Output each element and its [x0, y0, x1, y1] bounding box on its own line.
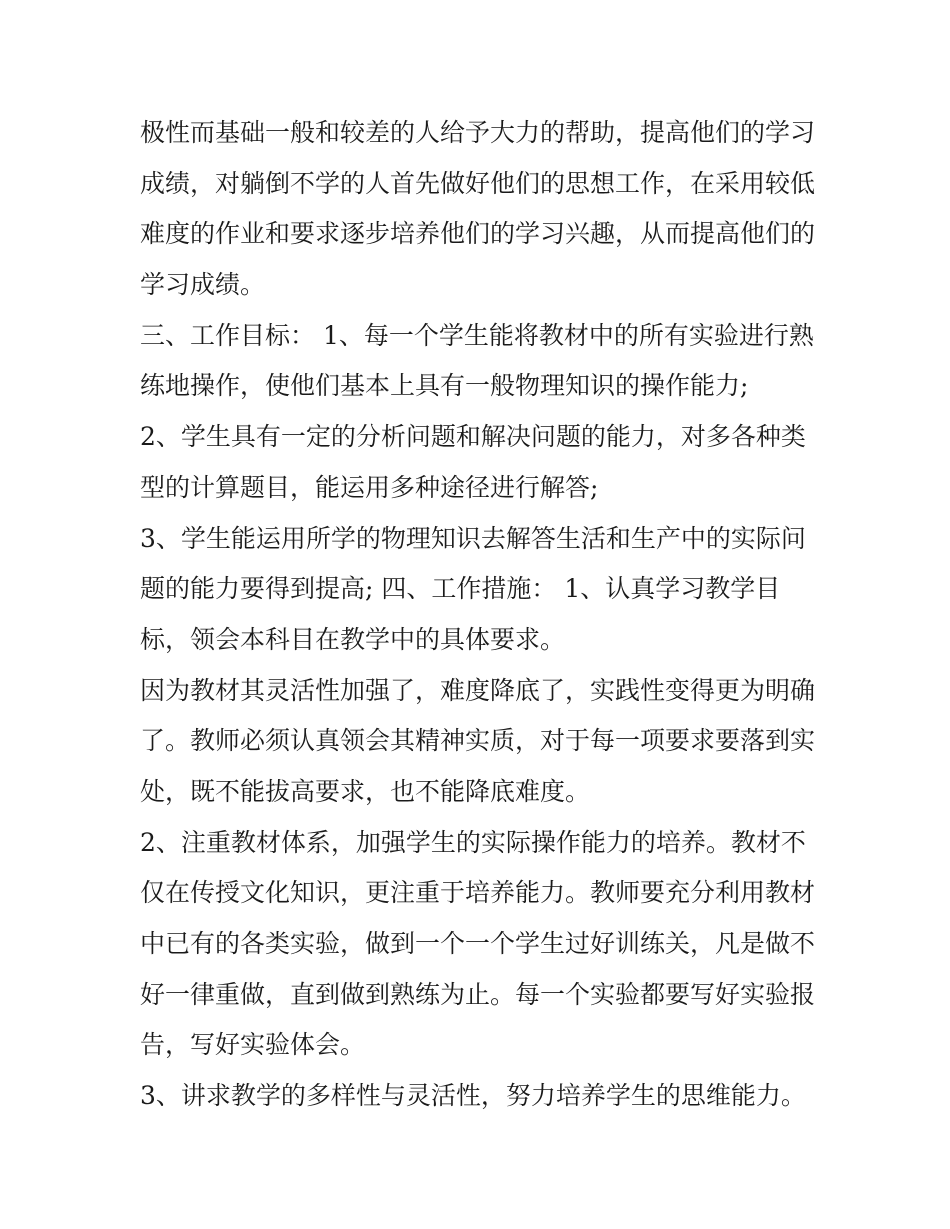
text-line: 题的能力要得到提高; 四、工作措施： 1、认真学习教学目 — [140, 574, 781, 604]
document-body — [140, 108, 815, 1122]
text-line: 型的计算题目，能运用多种途径进行解答; — [140, 472, 599, 502]
text-line: 中已有的各类实验，做到一个一个学生过好训练关，凡是做不 — [140, 929, 816, 958]
text-line: 难度的作业和要求逐步培养他们的学习兴趣，从而提高他们的 — [140, 219, 816, 249]
text-line: 告，写好实验体会。 — [140, 1030, 366, 1060]
text-line: 3、学生能运用所学的物理知识去解答生活和生产中的实际问 — [140, 523, 806, 553]
text-line: 三、工作目标： 1、每一个学生能将教材中的所有实验进行熟 — [140, 320, 814, 350]
text-line: 2、学生具有一定的分析问题和解决问题的能力，对多各种类 — [140, 422, 806, 452]
text-line: 学习成绩。 — [140, 270, 266, 300]
text-line: 成绩，对躺倒不学的人首先做好他们的思想工作，在采用较低 — [140, 168, 816, 198]
text-line: 处，既不能拔高要求，也不能降底难度。 — [140, 776, 591, 806]
text-line: 好一律重做，直到做到熟练为止。每一个实验都要写好实验报 — [140, 979, 816, 1009]
text-line: 2、注重教材体系，加强学生的实际操作能力的培养。教材不 — [140, 827, 806, 857]
text-line: 了。教师必须认真领会其精神实质，对于每一项要求要落到实 — [140, 726, 816, 756]
text-line: 因为教材其灵活性加强了，难度降底了，实践性变得更为明确 — [140, 675, 816, 705]
text-line: 标，领会本科目在教学中的具体要求。 — [140, 624, 566, 654]
text-line: 极性而基础一般和较差的人给予大力的帮助，提高他们的学习 — [140, 118, 816, 147]
text-line: 仅在传授文化知识，更注重于培养能力。教师要充分利用教材 — [140, 878, 816, 908]
text-line: 3、讲求教学的多样性与灵活性，努力培养学生的思维能力。 — [140, 1081, 806, 1111]
text-line: 练地操作，使他们基本上具有一般物理知识的操作能力; — [140, 371, 749, 401]
